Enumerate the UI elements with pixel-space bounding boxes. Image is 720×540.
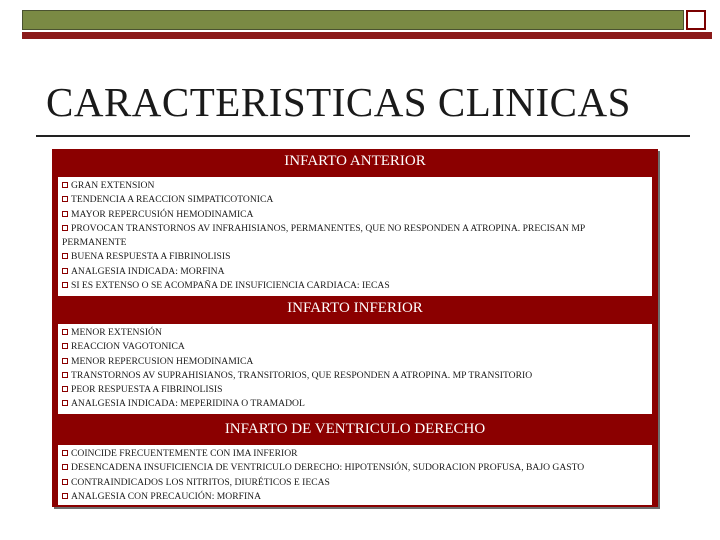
square-bullet-icon: [62, 479, 68, 485]
section-body-infarto-anterior: [58, 177, 652, 296]
square-bullet-icon: [62, 450, 68, 456]
olive-bar: [22, 10, 684, 30]
section-body-infarto-inferior: [58, 324, 652, 414]
list-item: TENDENCIA A REACCION SIMPATICOTONICA: [62, 193, 648, 207]
square-bullet-icon: [62, 225, 68, 231]
list-item: PROVOCAN TRANSTORNOS AV INFRAHISIANOS, PERMANENTES, QUE NO RESPONDEN A ATROPINA. PRECISAN MP PERMANENTE: [62, 222, 585, 249]
list-item: TRANSTORNOS AV SUPRAHISIANOS, TRANSITORIOS, QUE RESPONDEN A ATROPINA. MP TRANSITORIO: [62, 369, 648, 383]
section-header-infarto-ventriculo-derecho: INFARTO DE VENTRICULO DERECHO: [224, 421, 486, 437]
list-item: MENOR REPERCUSION HEMODINAMICA: [62, 355, 648, 369]
square-bullet-icon: [62, 400, 68, 406]
square-bullet-icon: [62, 464, 68, 470]
list-item: REACCION VAGOTONICA: [62, 340, 648, 354]
list-item: PEOR RESPUESTA A FIBRINOLISIS: [62, 383, 648, 397]
top-decoration-band: [22, 10, 712, 40]
list-item: COINCIDE FRECUENTEMENTE CON IMA INFERIOR: [62, 447, 648, 461]
section-header-infarto-anterior: INFARTO ANTERIOR: [284, 153, 426, 169]
square-bullet-icon: [62, 493, 68, 499]
square-bullet-icon: [62, 182, 68, 188]
section-header-infarto-inferior: INFARTO INFERIOR: [287, 300, 423, 316]
list-item: ANALGESIA CON PRECAUCIÓN: MORFINA: [62, 490, 648, 504]
list-item: SI ES EXTENSO O SE ACOMPAÑA DE INSUFICIENCIA CARDIACA: IECAS: [62, 279, 648, 293]
list-item: DESENCADENA INSUFICIENCIA DE VENTRICULO DERECHO: HIPOTENSIÓN, SUDORACION PROFUSA, BAJO GASTO: [62, 461, 648, 475]
square-bullet-icon: [62, 253, 68, 259]
content-panel: [52, 149, 658, 507]
square-bullet-icon: [62, 358, 68, 364]
square-bullet-icon: [62, 282, 68, 288]
square-bullet-icon: [62, 343, 68, 349]
title-underline: [36, 135, 690, 137]
corner-square: [686, 10, 706, 30]
square-bullet-icon: [62, 211, 68, 217]
list-item: ANALGESIA INDICADA: MORFINA: [62, 265, 648, 279]
list-item: MENOR EXTENSIÓN: [62, 326, 648, 340]
square-bullet-icon: [62, 268, 68, 274]
square-bullet-icon: [62, 372, 68, 378]
list-item: CONTRAINDICADOS LOS NITRITOS, DIURÉTICOS E IECAS: [62, 476, 648, 490]
list-item: MAYOR REPERCUSIÓN HEMODINAMICA: [62, 208, 648, 222]
section-body-infarto-ventriculo-derecho: [58, 445, 652, 505]
list-item: BUENA RESPUESTA A FIBRINOLISIS: [62, 250, 648, 264]
list-item: GRAN EXTENSION: [62, 179, 648, 193]
square-bullet-icon: [62, 329, 68, 335]
slide-title: CARACTERISTICAS CLINICAS: [46, 79, 631, 125]
square-bullet-icon: [62, 196, 68, 202]
red-stripe: [22, 32, 712, 39]
square-bullet-icon: [62, 386, 68, 392]
list-item: ANALGESIA INDICADA: MEPERIDINA O TRAMADOL: [62, 397, 648, 411]
